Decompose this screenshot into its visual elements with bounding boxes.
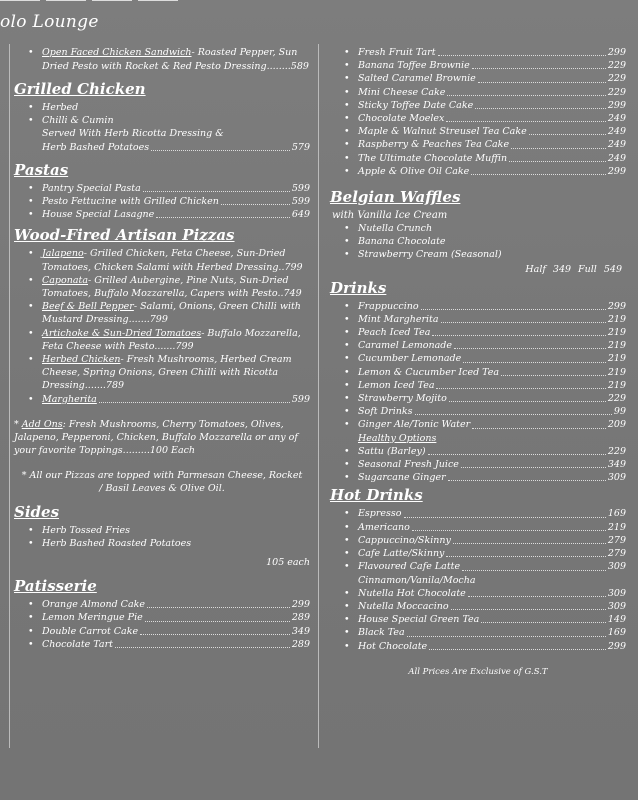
section-title: Hot Drinks xyxy=(330,486,423,505)
healthy-options-label: Healthy Options xyxy=(358,432,437,444)
menu-item: • Strawberry Cream (Seasonal) xyxy=(330,248,626,261)
sides-list xyxy=(14,524,310,550)
hot-drinks-list xyxy=(330,507,626,652)
left-column xyxy=(14,46,310,651)
menu-item: • Strawberry Mojito 229 xyxy=(330,392,626,405)
section-subtitle: with Vanilla Ice Cream xyxy=(332,210,448,222)
menu-item: • Chilli & Cumin xyxy=(14,114,310,127)
menu-item: • Herbed xyxy=(14,101,310,114)
menu-item: • Flavoured Cafe Latte 309 xyxy=(330,560,626,573)
menu-item: • Mini Cheese Cake 229 xyxy=(330,86,626,99)
addon-note: * Add Ons: Fresh Mushrooms, Cherry Tomatoes, Olives, Jalapeno, Pepperoni, Chicken, Buffalo Mozzarella or any of your favorite Toppings.........100 Each xyxy=(14,418,298,456)
top-decoration xyxy=(0,0,230,6)
menu-item: • Nutella Hot Chocolate 309 xyxy=(330,587,626,600)
desserts-list xyxy=(330,46,626,178)
price-footer: All Prices Are Exclusive of G.S.T xyxy=(408,666,548,677)
menu-item: • Ginger Ale/Tonic Water 209 xyxy=(330,418,626,431)
menu-item: • Frappuccino 299 xyxy=(330,300,626,313)
menu-item: • Lemon Iced Tea 219 xyxy=(330,379,626,392)
menu-item: • Chocolate Moelex 249 xyxy=(330,112,626,125)
menu-item: • Espresso 169 xyxy=(330,507,626,520)
menu-item: • Sugarcane Ginger 309 xyxy=(330,471,626,484)
menu-item: • Maple & Walnut Streusel Tea Cake 249 xyxy=(330,125,626,138)
menu-item: • Margherita 599 xyxy=(14,393,310,406)
menu-item: • The Ultimate Chocolate Muffin 249 xyxy=(330,152,626,165)
grilled-chicken-list xyxy=(14,101,310,154)
menu-item: • Fresh Fruit Tart 299 xyxy=(330,46,626,59)
section-title: Grilled Chicken xyxy=(14,80,146,98)
section-title: Pastas xyxy=(14,160,69,179)
menu-item: • Banana Chocolate xyxy=(330,235,626,248)
menu-item: • Salted Caramel Brownie 229 xyxy=(330,72,626,85)
pizzas-list xyxy=(14,247,310,405)
section-title: Wood-Fired Artisan Pizzas xyxy=(14,226,235,245)
right-column xyxy=(330,46,626,677)
menu-item: • Double Carrot Cake 349 xyxy=(14,625,310,638)
menu-item-desc: Served With Herb Ricotta Dressing & xyxy=(42,128,224,140)
menu-item: • Peach Iced Tea 219 xyxy=(330,326,626,339)
menu-item: • Seasonal Fresh Juice 349 xyxy=(330,458,626,471)
menu-item: • House Special Green Tea 149 xyxy=(330,613,626,626)
menu-item: • Black Tea 169 xyxy=(330,626,626,639)
menu-item-desc: Herb Bashed Potatoes 579 xyxy=(42,141,310,153)
waffle-price: Half 349 Full 549 xyxy=(525,263,622,275)
top-item-list xyxy=(14,46,310,74)
patisserie-list xyxy=(14,598,310,651)
waffles-list xyxy=(330,222,626,262)
menu-item: • Herbed Chicken- Fresh Mushrooms, Herbed Cream Cheese, Spring Onions, Green Chilli with Ricotta Dressing.......789 xyxy=(14,353,310,393)
menu-item: • Jalapeno- Grilled Chicken, Feta Cheese, Sun-Dried Tomatoes, Chicken Salami with Herbed Dressing..799 xyxy=(14,247,310,273)
menu-item: • Herb Tossed Fries xyxy=(14,524,310,537)
menu-item: • Apple & Olive Oil Cake 299 xyxy=(330,165,626,178)
menu-item: • Caramel Lemonade 219 xyxy=(330,339,626,352)
drinks-list xyxy=(330,300,626,485)
menu-item: • Lemon & Cucumber Iced Tea 219 xyxy=(330,366,626,379)
menu-item: • House Special Lasagne 649 xyxy=(14,208,310,221)
menu-item: • Artichoke & Sun-Dried Tomatoes- Buffalo Mozzarella, Feta Cheese with Pesto.......799 xyxy=(14,327,310,353)
menu-item: • Chocolate Tart 289 xyxy=(14,638,310,651)
menu-item: • Hot Chocolate 299 xyxy=(330,640,626,653)
pizza-note: * All our Pizzas are topped with Parmesan Cheese, Rocket / Basil Leaves & Olive Oil. xyxy=(21,469,303,494)
menu-item: • Americano 219 xyxy=(330,521,626,534)
menu-item: • Lemon Meringue Pie 289 xyxy=(14,611,310,624)
section-title: Patisserie xyxy=(14,577,97,596)
pastas-list xyxy=(14,182,310,222)
menu-item: • Sticky Toffee Date Cake 299 xyxy=(330,99,626,112)
section-title: Drinks xyxy=(330,278,387,297)
left-divider xyxy=(9,44,10,748)
menu-item: • Pantry Special Pasta 599 xyxy=(14,182,310,195)
section-title: Belgian Waffles xyxy=(330,188,461,207)
menu-item: • Cucumber Lemonade 219 xyxy=(330,352,626,365)
menu-item: • Beef & Bell Pepper- Salami, Onions, Green Chilli with Mustard Dressing.......799 xyxy=(14,300,310,326)
menu-item: • Cappuccino/Skinny 279 xyxy=(330,534,626,547)
menu-item: • Orange Almond Cake 299 xyxy=(14,598,310,611)
menu-item: • Herb Bashed Roasted Potatoes xyxy=(14,537,310,550)
venue-name: olo Lounge xyxy=(0,12,99,32)
sides-price: 105 each xyxy=(266,557,310,569)
section-title: Sides xyxy=(14,502,60,521)
menu-item: • Open Faced Chicken Sandwich- Roasted Pepper, Sun Dried Pesto with Rocket & Red Pesto Dressing........589 xyxy=(14,46,310,74)
menu-item: • Sattu (Barley) 229 xyxy=(330,445,626,458)
center-divider xyxy=(318,44,319,748)
menu-item: • Banana Toffee Brownie 229 xyxy=(330,59,626,72)
menu-item: • Caponata- Grilled Aubergine, Pine Nuts, Sun-Dried Tomatoes, Buffalo Mozzarella, Capers with Pesto..749 xyxy=(14,274,310,300)
menu-item: • Pesto Fettucine with Grilled Chicken 599 xyxy=(14,195,310,208)
menu-item: • Cafe Latte/Skinny 279 xyxy=(330,547,626,560)
menu-item: • Nutella Moccacino 309 xyxy=(330,600,626,613)
menu-item: • Nutella Crunch xyxy=(330,222,626,235)
menu-item: • Mint Margherita 219 xyxy=(330,313,626,326)
menu-item: • Soft Drinks 99 xyxy=(330,405,626,418)
menu-item-desc: Cinnamon/Vanila/Mocha xyxy=(358,574,476,586)
menu-item: • Raspberry & Peaches Tea Cake 249 xyxy=(330,138,626,151)
